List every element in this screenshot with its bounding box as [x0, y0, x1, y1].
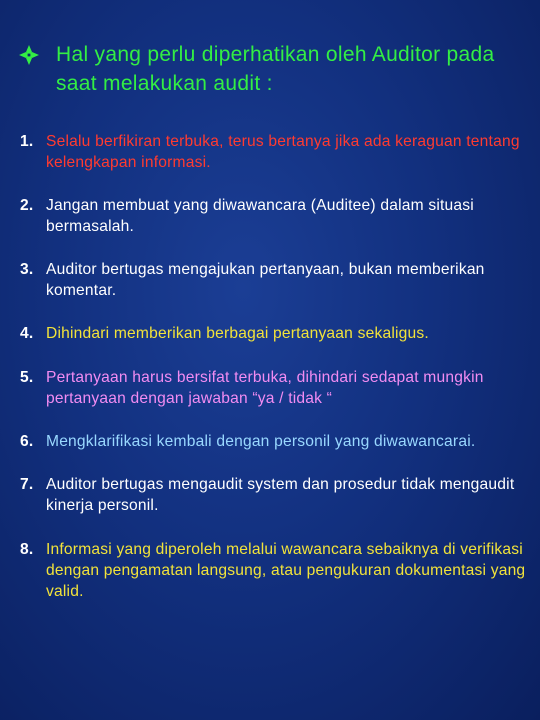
slide-title: Hal yang perlu diperhatikan oleh Auditor pada saat melakukan audit :: [56, 43, 495, 95]
list-item-number: 4.: [20, 325, 34, 342]
list-item: [20, 539, 530, 602]
list-item-number: 6.: [20, 433, 34, 450]
list-item-number: 7.: [20, 476, 34, 493]
list-item-text: Auditor bertugas mengaudit system dan prosedur tidak mengaudit kinerja personil.: [46, 476, 515, 514]
list-item-number: 5.: [20, 369, 34, 386]
list-item-text: Mengklarifikasi kembali dengan personil yang diwawancarai.: [46, 433, 476, 450]
list-item: [20, 259, 530, 301]
list-item-text: Jangan membuat yang diwawancara (Auditee) dalam situasi bermasalah.: [46, 197, 474, 235]
list-item: [20, 323, 530, 344]
slide-title-row: [18, 40, 528, 98]
list-item: [20, 131, 530, 173]
list-item-text: Pertanyaan harus bersifat terbuka, dihindari sedapat mungkin pertanyaan dengan jawaban “ya / tidak “: [46, 369, 484, 407]
list-item-text: Informasi yang diperoleh melalui wawancara sebaiknya di verifikasi dengan pengamatan langsung, atau pengukuran dokumentasi yang valid.: [46, 541, 526, 600]
list-item-number: 2.: [20, 197, 34, 214]
list-item-number: 1.: [20, 133, 34, 150]
list-item-text: Dihindari memberikan berbagai pertanyaan sekaligus.: [46, 325, 429, 342]
list-item-number: 3.: [20, 261, 34, 278]
list-item: [20, 195, 530, 237]
audit-guideline-list: [20, 131, 530, 602]
list-item-number: 8.: [20, 541, 34, 558]
list-item: [20, 367, 530, 409]
diamond-bullet-icon: [18, 44, 42, 71]
list-item: [20, 474, 530, 516]
list-item: [20, 431, 530, 452]
list-item-text: Selalu berfikiran terbuka, terus bertanya jika ada keraguan tentang kelengkapan informasi.: [46, 133, 520, 171]
list-item-text: Auditor bertugas mengajukan pertanyaan, bukan memberikan komentar.: [46, 261, 485, 299]
